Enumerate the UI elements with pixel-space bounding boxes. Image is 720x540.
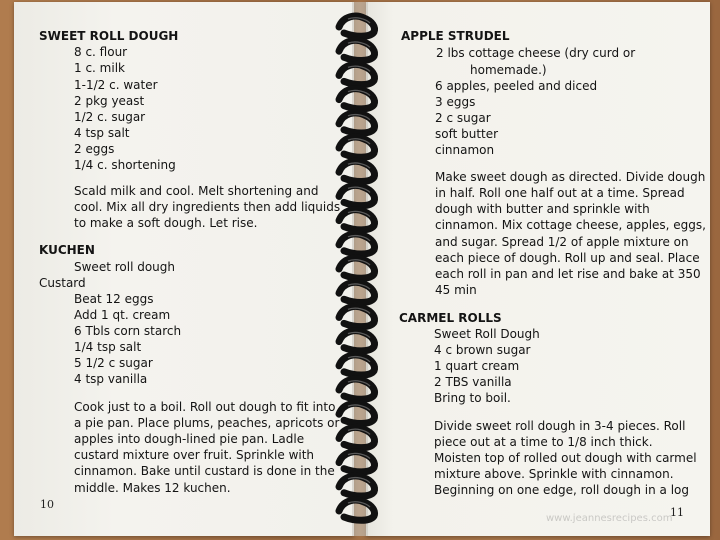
- direction-line: cool. Mix all dry ingredients then add liquids: [74, 200, 341, 214]
- recipe-title-apple-strudel: APPLE STRUDEL: [401, 29, 510, 43]
- page-number: 10: [40, 498, 54, 511]
- custard-label: Custard: [39, 276, 86, 290]
- ingredient-line: 2 pkg yeast: [74, 94, 145, 108]
- direction-line: mixture above. Sprinkle with cinnamon.: [434, 467, 674, 481]
- ingredient-line: 1-1/2 c. water: [74, 78, 158, 92]
- recipe-title-carmel-rolls: CARMEL ROLLS: [399, 311, 502, 325]
- recipe-title-sweet-roll-dough: SWEET ROLL DOUGH: [39, 29, 179, 43]
- ingredient-line: 6 apples, peeled and diced: [435, 79, 598, 93]
- direction-line: dough with butter and sprinkle with: [435, 202, 650, 216]
- direction-line: in half. Roll one half out at a time. Spread: [435, 186, 685, 200]
- ingredient-line: 2 TBS vanilla: [434, 375, 512, 389]
- ingredient-line: 1 quart cream: [434, 359, 520, 373]
- ingredient-line: 2 eggs: [74, 142, 115, 156]
- direction-line: a pie pan. Place plums, peaches, apricots or: [74, 416, 340, 430]
- ingredient-line: 1 c. milk: [74, 61, 125, 75]
- ingredient-line: 6 Tbls corn starch: [74, 324, 182, 338]
- direction-line: apples into dough-lined pie pan. Ladle: [74, 432, 305, 446]
- ingredient-line: 4 c brown sugar: [434, 343, 531, 357]
- ingredient-line: Add 1 qt. cream: [74, 308, 171, 322]
- page-number: 11: [670, 506, 684, 519]
- ingredient-line: 2 c sugar: [435, 111, 491, 125]
- direction-line: to make a soft dough. Let rise.: [74, 216, 258, 230]
- direction-line: Divide sweet roll dough in 3-4 pieces. Roll: [434, 419, 686, 433]
- ingredient-line: 2 lbs cottage cheese (dry curd or: [436, 46, 636, 60]
- direction-line: middle. Makes 12 kuchen.: [74, 481, 231, 495]
- ingredient-line: cinnamon: [435, 143, 495, 157]
- direction-line: Scald milk and cool. Melt shortening and: [74, 184, 319, 198]
- ingredient-line: 5 1/2 c sugar: [74, 356, 153, 370]
- ingredient-line: 4 tsp vanilla: [74, 372, 148, 386]
- direction-line: cinnamon. Mix cottage cheese, apples, eggs,: [435, 218, 706, 232]
- recipe-title-kuchen: KUCHEN: [39, 243, 95, 257]
- direction-line: and sugar. Spread 1/2 of apple mixture on: [435, 235, 689, 249]
- ingredient-line: 1/4 c. shortening: [74, 158, 176, 172]
- direction-line: each roll in pan and let rise and bake at 350: [435, 267, 701, 281]
- ingredient-line: Sweet Roll Dough: [434, 327, 540, 341]
- ingredient-line: soft butter: [435, 127, 499, 141]
- direction-line: custard mixture over fruit. Sprinkle with: [74, 448, 315, 462]
- ingredient-line: 1/2 c. sugar: [74, 110, 146, 124]
- direction-line: Cook just to a boil. Roll out dough to fit into: [74, 400, 336, 414]
- direction-line: 45 min: [435, 283, 477, 297]
- direction-line: piece out at a time to 1/8 inch thick.: [434, 435, 653, 449]
- ingredient-line: Sweet roll dough: [74, 260, 175, 274]
- ingredient-line: Beat 12 eggs: [74, 292, 154, 306]
- direction-line: cinnamon. Bake until custard is done in the: [74, 464, 335, 478]
- ingredient-line: 3 eggs: [435, 95, 476, 109]
- direction-line: Beginning on one edge, roll dough in a log: [434, 483, 689, 497]
- ingredient-line: 4 tsp salt: [74, 126, 130, 140]
- ingredient-line: Bring to boil.: [434, 391, 511, 405]
- direction-line: each piece of dough. Roll up and seal. Place: [435, 251, 700, 265]
- ingredient-line: homemade.): [470, 63, 547, 77]
- direction-line: Moisten top of rolled out dough with carmel: [434, 451, 697, 465]
- ingredient-line: 1/4 tsp salt: [74, 340, 142, 354]
- ingredient-line: 8 c. flour: [74, 45, 128, 59]
- direction-line: Make sweet dough as directed. Divide dough: [435, 170, 706, 184]
- watermark: www.jeannesrecipes.com: [546, 513, 673, 524]
